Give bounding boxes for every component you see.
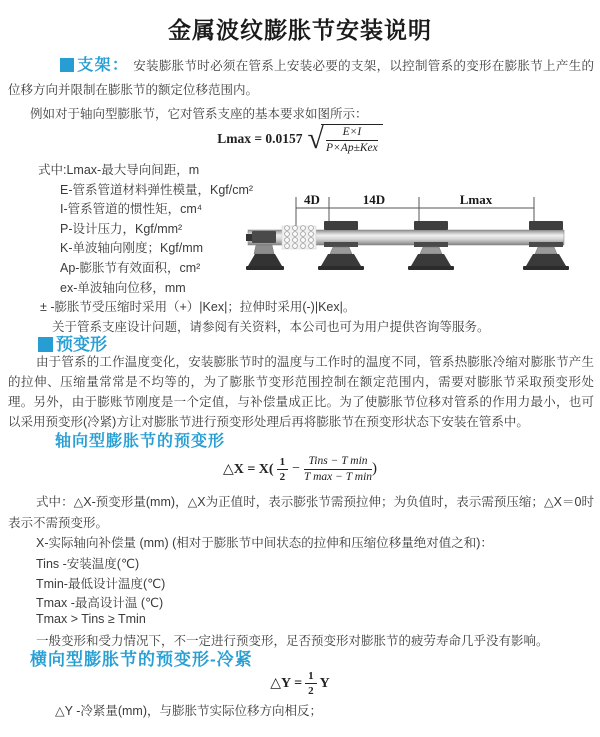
- support-heading: 支架：: [77, 57, 130, 74]
- tins-definition: Tins -安装温度(℃): [36, 557, 140, 571]
- bellows-icon: [282, 226, 316, 249]
- tmax-definition: Tmax -最高设计温 (℃): [36, 596, 164, 610]
- axial-formula: [0, 455, 600, 483]
- dimension-label-4d: 4D: [304, 192, 320, 207]
- tmin-definition: Tmin-最低设计温度(℃): [36, 577, 166, 591]
- definition-line: ± -膨胀节受压缩时采用（+）|Kex|；拉伸时采用(-)|Kex|。: [40, 300, 356, 315]
- guide-support: [318, 221, 364, 270]
- support-example-line: 例如对于轴向型膨胀节，它对管系支座的基本要求如图所示：: [30, 107, 368, 121]
- lmax-formula: [0, 124, 600, 154]
- minus-sign: −: [292, 461, 300, 477]
- axial-subheading: 轴向型膨胀节的预变形: [55, 433, 226, 450]
- temperature-relation: Tmax > Tins ≥ Tmin: [36, 612, 146, 626]
- axial-x-definition: X-实际轴向补偿量 (mm) (相对于膨胀节中间状态的拉伸和压缩位移量绝对值之和)：: [36, 536, 493, 550]
- guide-support: [408, 221, 454, 270]
- dimension-label-14d: 14D: [362, 192, 386, 207]
- page-title: 金属波纹膨胀节安装说明: [168, 17, 432, 43]
- definition-line: 关于管系支座设计问题，请参阅有关资料，本公司也可为用户提供咨询等服务。: [52, 319, 490, 334]
- definition-line: 式中:Lmax-最大导向间距，m: [38, 163, 200, 177]
- predeform-heading-text: 预变形: [56, 335, 107, 354]
- predeform-paragraph: 由于管系的工作温度变化，安装膨胀节时的温度与工作时的温度不同，管系热膨胀冷缩对膨胀节产生的拉伸、压缩量常常是不均等的，为了膨胀节变形范围控制在额定范围内，需要对膨胀节采取预变形处理。另外，由于膨账节刚度是一个定值，与补偿量成正比。为了使膨胀节位移对管系的作用力最小，也可以采用预变形(冷紧)方让对膨胀节进行预变形处理后再将膨胀节在预变形状态下安装在管系中。: [8, 355, 594, 429]
- axial-paragraph: 式中：△X-预变形量(mm)，△X为正值时，表示膨张节需预拉伸；为负值时，表示需预压缩；△X＝0时表示不需预变形。: [8, 495, 594, 530]
- definition-line: E-管系管道材料弹性模量，Kgf/cm²: [60, 182, 254, 197]
- axial-note: 一般变形和受力情况下，不一定进行预变形，足否预变形对膨胀节的疲劳寿命几乎没有影响。: [36, 634, 549, 648]
- section-bullet-icon: [38, 337, 53, 352]
- transverse-subheading: 横向型膨胀节的预变形-冷紧: [30, 650, 253, 669]
- transverse-formula-lhs: △Y =: [270, 676, 303, 692]
- lmax-formula-denominator: P×Ap±Kex: [326, 141, 378, 154]
- support-intro-text: 安装膨胀节时必须在管系上安装必要的支架，以控制管系的变形在膨胀节上产生的位移方向并限制在膨胀节的额定位移范围内。: [8, 59, 594, 97]
- transverse-dy-definition: △Y -冷紧量(mm)，与膨胀节实际位移方向相反；: [55, 704, 323, 718]
- guide-support: [523, 221, 569, 270]
- transverse-formula-rhs: Y: [319, 675, 330, 691]
- support-intro-paragraph: [8, 54, 594, 102]
- lmax-formula-radicand: [321, 124, 383, 154]
- pipe-support-diagram: [244, 190, 596, 286]
- lmax-formula-numerator: E×I: [326, 126, 378, 141]
- dimension-label-lmax: Lmax: [459, 192, 493, 207]
- one-half-fraction: $\frac{1}{2}$: [305, 670, 317, 697]
- one-half-fraction: $\frac{1}{2}$: [277, 456, 289, 483]
- definition-line: K-单波轴向刚度；Kgf/mm: [60, 241, 204, 256]
- definition-line: P-设计压力，Kgf/mm²: [60, 221, 183, 236]
- close-paren: ): [372, 460, 378, 477]
- definition-line: ex-单波轴向位移，mm: [60, 280, 186, 295]
- square-root-icon: √: [307, 122, 325, 156]
- definition-line: Ap-膨胀节有效面积，cm²: [60, 260, 201, 275]
- transverse-formula: [0, 670, 600, 697]
- section-bullet-icon: [60, 58, 74, 72]
- temperature-fraction: $\frac{\text{Tins − T min}}{\text{T max − T min}}$: [304, 455, 373, 483]
- axial-formula-lhs: △X = X(: [222, 461, 274, 477]
- definition-line: I-管系管道的惯性矩，cm⁴: [60, 202, 203, 217]
- lmax-formula-lhs: Lmax = 0.0157: [217, 131, 303, 147]
